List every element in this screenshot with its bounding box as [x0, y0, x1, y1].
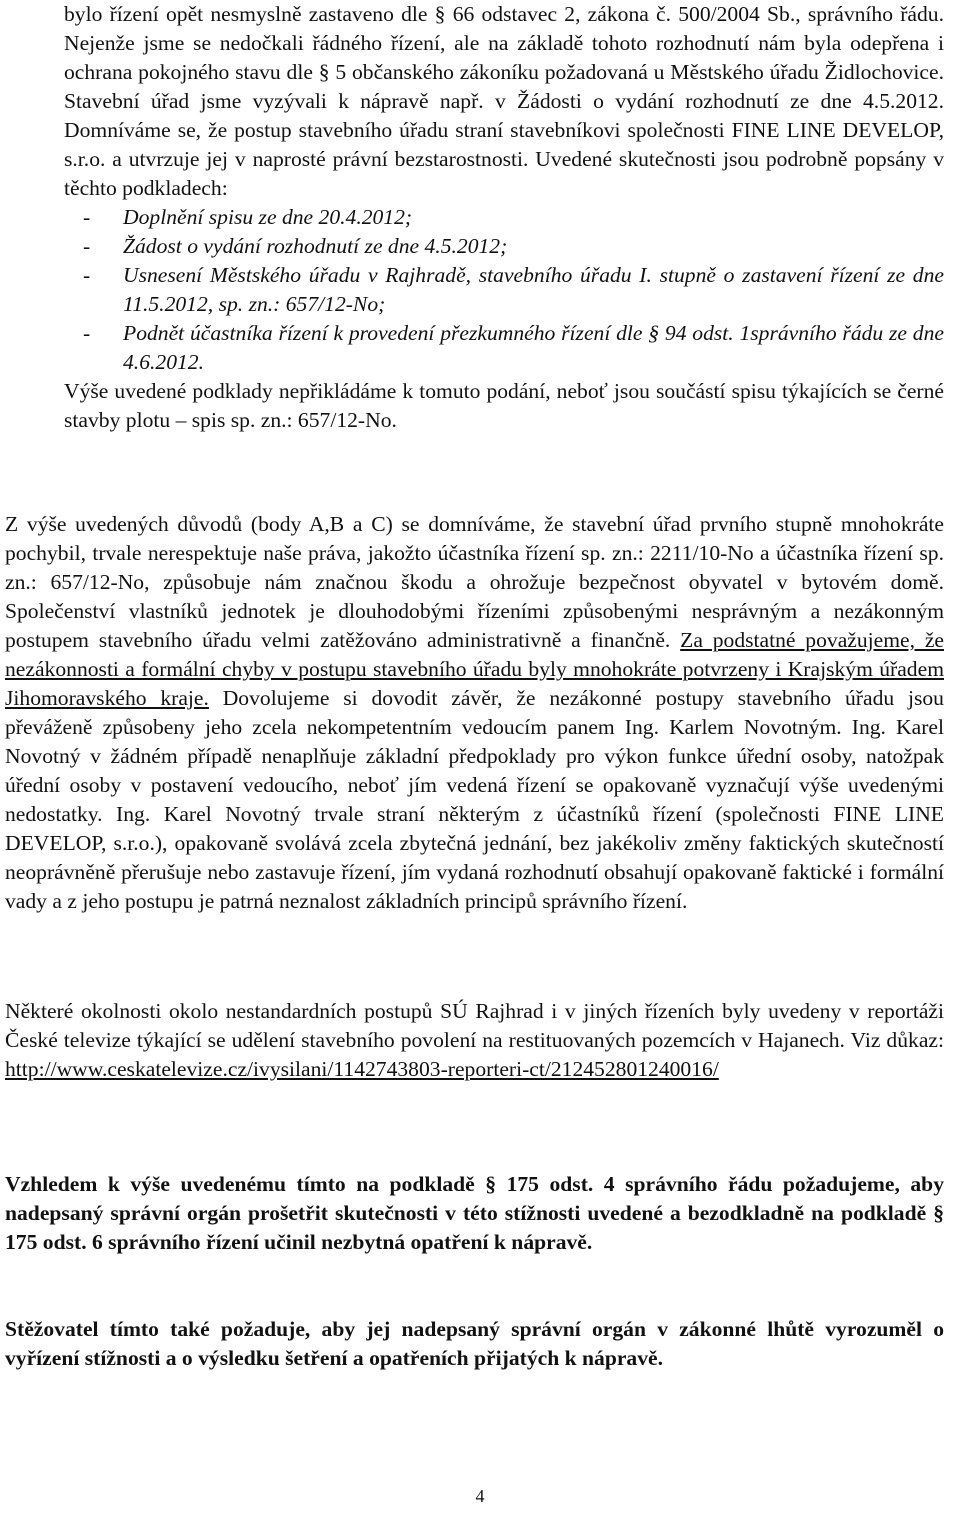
- list-dash: -: [83, 234, 91, 258]
- evidence-link[interactable]: http://www.ceskatelevize.cz/ivysilani/1142743803-reporteri-ct/212452801240016/: [5, 1057, 719, 1081]
- request-block: [5, 1170, 944, 1257]
- list-dash: -: [83, 263, 91, 287]
- list-item: - Usnesení Městského úřadu v Rajhradě, stavebního úřadu I. stupně o zastavení řízení ze dne 11.5.2012, sp. zn.: 657/12-No;: [83, 263, 944, 316]
- top-block: [64, 0, 944, 435]
- tv-report-block: [5, 997, 944, 1084]
- list-item: - Podnět účastníka řízení k provedení přezkumného řízení dle § 94 odst. 1správního řádu ze dne 4.6.2012.: [83, 321, 944, 374]
- list-item: - Žádost o vydání rozhodnutí ze dne 4.5.2012;: [64, 232, 944, 261]
- paragraph-tv-report: Některé okolnosti okolo nestandardních postupů SÚ Rajhrad i v jiných řízeních byly uvedeny v reportáži České televize týkající se udělení stavebního povolení na restituovaných pozemcích v Hajanech. Viz důkaz: http://www.ceskatelevize.cz/ivysilani/1142743803-reporteri-ct/212452801240016/: [5, 999, 944, 1081]
- underlined-statement: Za podstatné považujeme, že nezákonnosti a formální chyby v postupu stavebního úřadu byly mnohokráte potvrzeny i Krajským úřadem Jihomoravského kraje.: [5, 628, 945, 710]
- page-number: 4: [475, 1486, 485, 1506]
- paragraph-attachments-note: Výše uvedené podklady nepřikládáme k tomuto podání, neboť jsou součástí spisu týkajících se černé stavby plotu – spis sp. zn.: 657/12-No.: [64, 379, 944, 432]
- paragraph-intro: bylo řízení opět nesmyslně zastaveno dle § 66 odstavec 2, zákona č. 500/2004 Sb., správního řádu. Nejenže jsme se nedočkali řádného řízení, ale na základě tohoto rozhodnutí nám byla odepřena i ochrana pokojného stavu dle § 5 občanského zákoníku požadovaná u Městského úřadu Židlochovice. Stavební úřad jsme vyzývali k nápravě např. v Žádosti o vydání rozhodnutí ze dne 4.5.2012. Domníváme se, že postup stavebního úřadu straní stavebníkovi společnosti FINE LINE DEVELOP, s.r.o. a utvrzuje jej v naprosté právní bezstarostnosti. Uvedené skutečnosti jsou podrobně popsány v těchto podkladech:: [64, 2, 944, 200]
- list-dash: -: [83, 205, 91, 229]
- paragraph-main-argument: Z výše uvedených důvodů (body A,B a C) se domníváme, že stavební úřad prvního stupně mnohokráte pochybil, trvale nerespektuje naše práva, jakožto účastníka řízení sp. zn.: 2211/10-No a účastníka řízení sp. zn.: 657/12-No, způsobuje nám značnou škodu a ohrožuje bezpečnost obyvatel v bytovém domě. Společenství vlastníků jednotek je dlouhodobými řízeními způsobenými nesprávným a nezákonným postupem stavebního úřadu velmi zatěžováno administrativně a finančně. Za podstatné považujeme, že nezákonnosti a formální chyby v postupu stavebního úřadu byly mnohokráte potvrzeny i Krajským úřadem Jihomoravského kraje. Dovolujeme si dovodit závěr, že nezákonné postupy stavebního úřadu jsou převáženě způsobeny jeho zcela nekompetentním vedoucím panem Ing. Karlem Novotným. Ing. Karel Novotný v žádném případě nenaplňuje základní předpoklady pro výkon funkce úřední osoby, natožpak úřední osoby v postavení vedoucího, neboť jím vedená řízení se opakovaně vyznačují výše uvedenými nedostatky. Ing. Karel Novotný trvale straní některým z účastníků řízení (společnosti FINE LINE DEVELOP, s.r.o.), opakovaně svolává zcela zbytečná jednání, bez jakékoliv změny faktických skutečností neoprávněně přerušuje nebo zastavuje řízení, jím vydaná rozhodnutí obsahují opakovaně faktické i formální vady a z jeho postupu je patrná neznalost základních principů správního řízení.: [5, 512, 945, 913]
- document-list: [64, 203, 944, 377]
- complainant-block: [5, 1315, 944, 1373]
- list-item: - Doplnění spisu ze dne 20.4.2012;: [64, 203, 944, 232]
- list-dash: -: [83, 321, 91, 345]
- paragraph-request: Vzhledem k výše uvedenému tímto na podkladě § 175 odst. 4 správního řádu požadujeme, aby nadepsaný správní orgán prošetřit skutečnosti v této stížnosti uvedené a bezodkladně na podkladě § 175 odst. 6 správního řízení učinil nezbytná opatření k nápravě.: [5, 1172, 944, 1254]
- main-argument-block: [5, 510, 944, 916]
- paragraph-complainant: Stěžovatel tímto také požaduje, aby jej nadepsaný správní orgán v zákonné lhůtě vyrozuměl o vyřízení stížnosti a o výsledku šetření a opatřeních přijatých k nápravě.: [5, 1317, 944, 1370]
